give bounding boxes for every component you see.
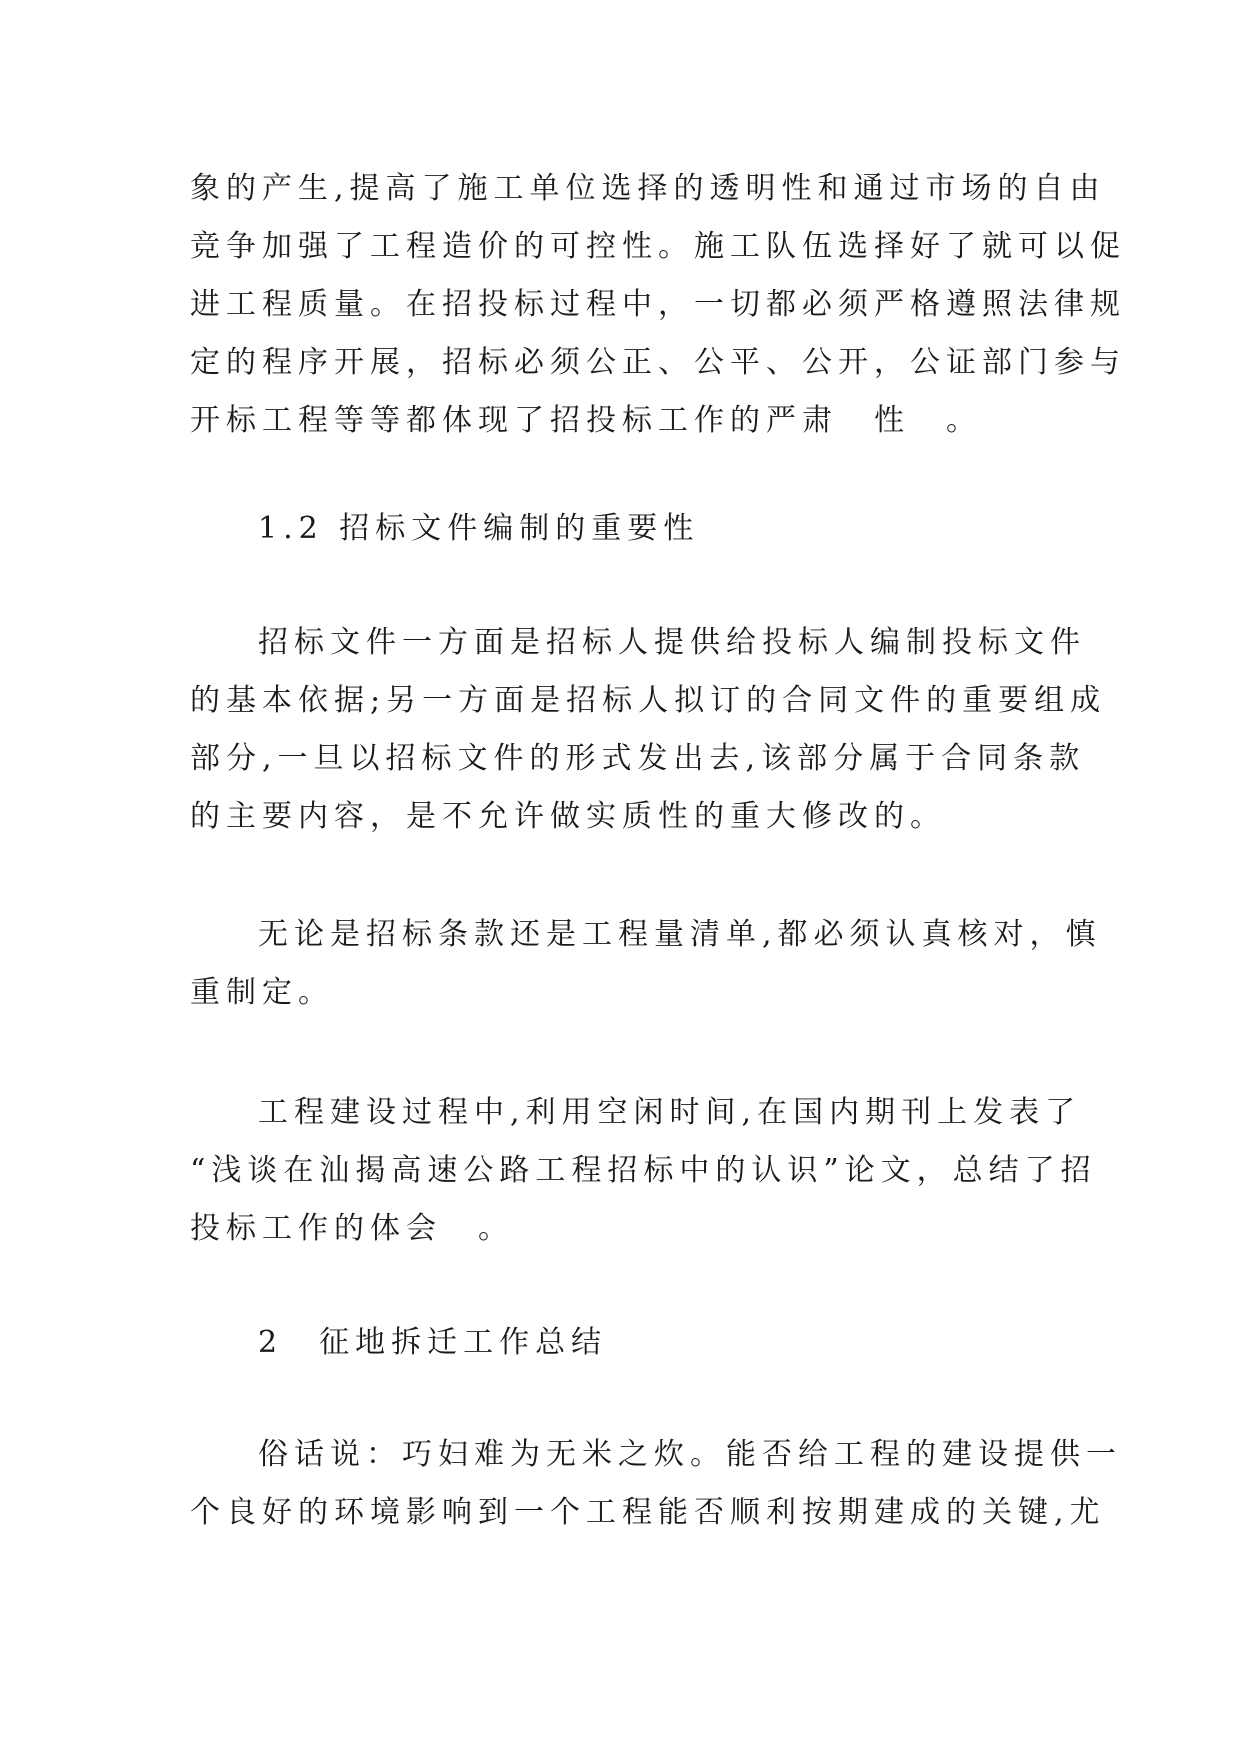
- paragraph-4-line-3: 投标工作的体会 。: [190, 1211, 514, 1246]
- paragraph-3-line-1: 无论是招标条款还是工程量清单,都必须认真核对，慎: [258, 917, 1102, 952]
- paragraph-2-line-2: 的基本依据;另一方面是招标人拟订的合同文件的重要组成: [190, 683, 1107, 718]
- paragraph-1-line-2: 竞争加强了工程造价的可控性。施工队伍选择好了就可以促: [190, 229, 1126, 264]
- paragraph-4-line-2: “浅谈在汕揭高速公路工程招标中的认识”论文，总结了招: [190, 1153, 1097, 1188]
- paragraph-5-line-1: 俗话说：巧妇难为无米之炊。能否给工程的建设提供一: [258, 1437, 1122, 1472]
- paragraph-1-line-5: 开标工程等等都体现了招投标工作的严肃 性 。: [190, 403, 982, 438]
- section-heading-1-2: 1.2 招标文件编制的重要性: [258, 511, 700, 546]
- paragraph-1-line-1: 象的产生,提高了施工单位选择的透明性和通过市场的自由: [190, 171, 1106, 206]
- paragraph-3-line-2: 重制定。: [190, 975, 334, 1010]
- paragraph-4-line-1: 工程建设过程中,利用空闲时间,在国内期刊上发表了: [258, 1095, 1082, 1130]
- section-heading-2: 2 征地拆迁工作总结: [258, 1325, 608, 1360]
- paragraph-2-line-1: 招标文件一方面是招标人提供给投标人编制投标文件: [258, 625, 1086, 660]
- paragraph-5-line-2: 个良好的环境影响到一个工程能否顺利按期建成的关键,尤: [190, 1495, 1106, 1530]
- paragraph-2-line-3: 部分,一旦以招标文件的形式发出去,该部分属于合同条款: [190, 741, 1086, 776]
- paragraph-1-line-4: 定的程序开展，招标必须公正、公平、公开，公证部门参与: [190, 345, 1126, 380]
- paragraph-1-line-3: 进工程质量。在招投标过程中，一切都必须严格遵照法律规: [190, 287, 1126, 322]
- paragraph-2-line-4: 的主要内容，是不允许做实质性的重大修改的。: [190, 799, 946, 834]
